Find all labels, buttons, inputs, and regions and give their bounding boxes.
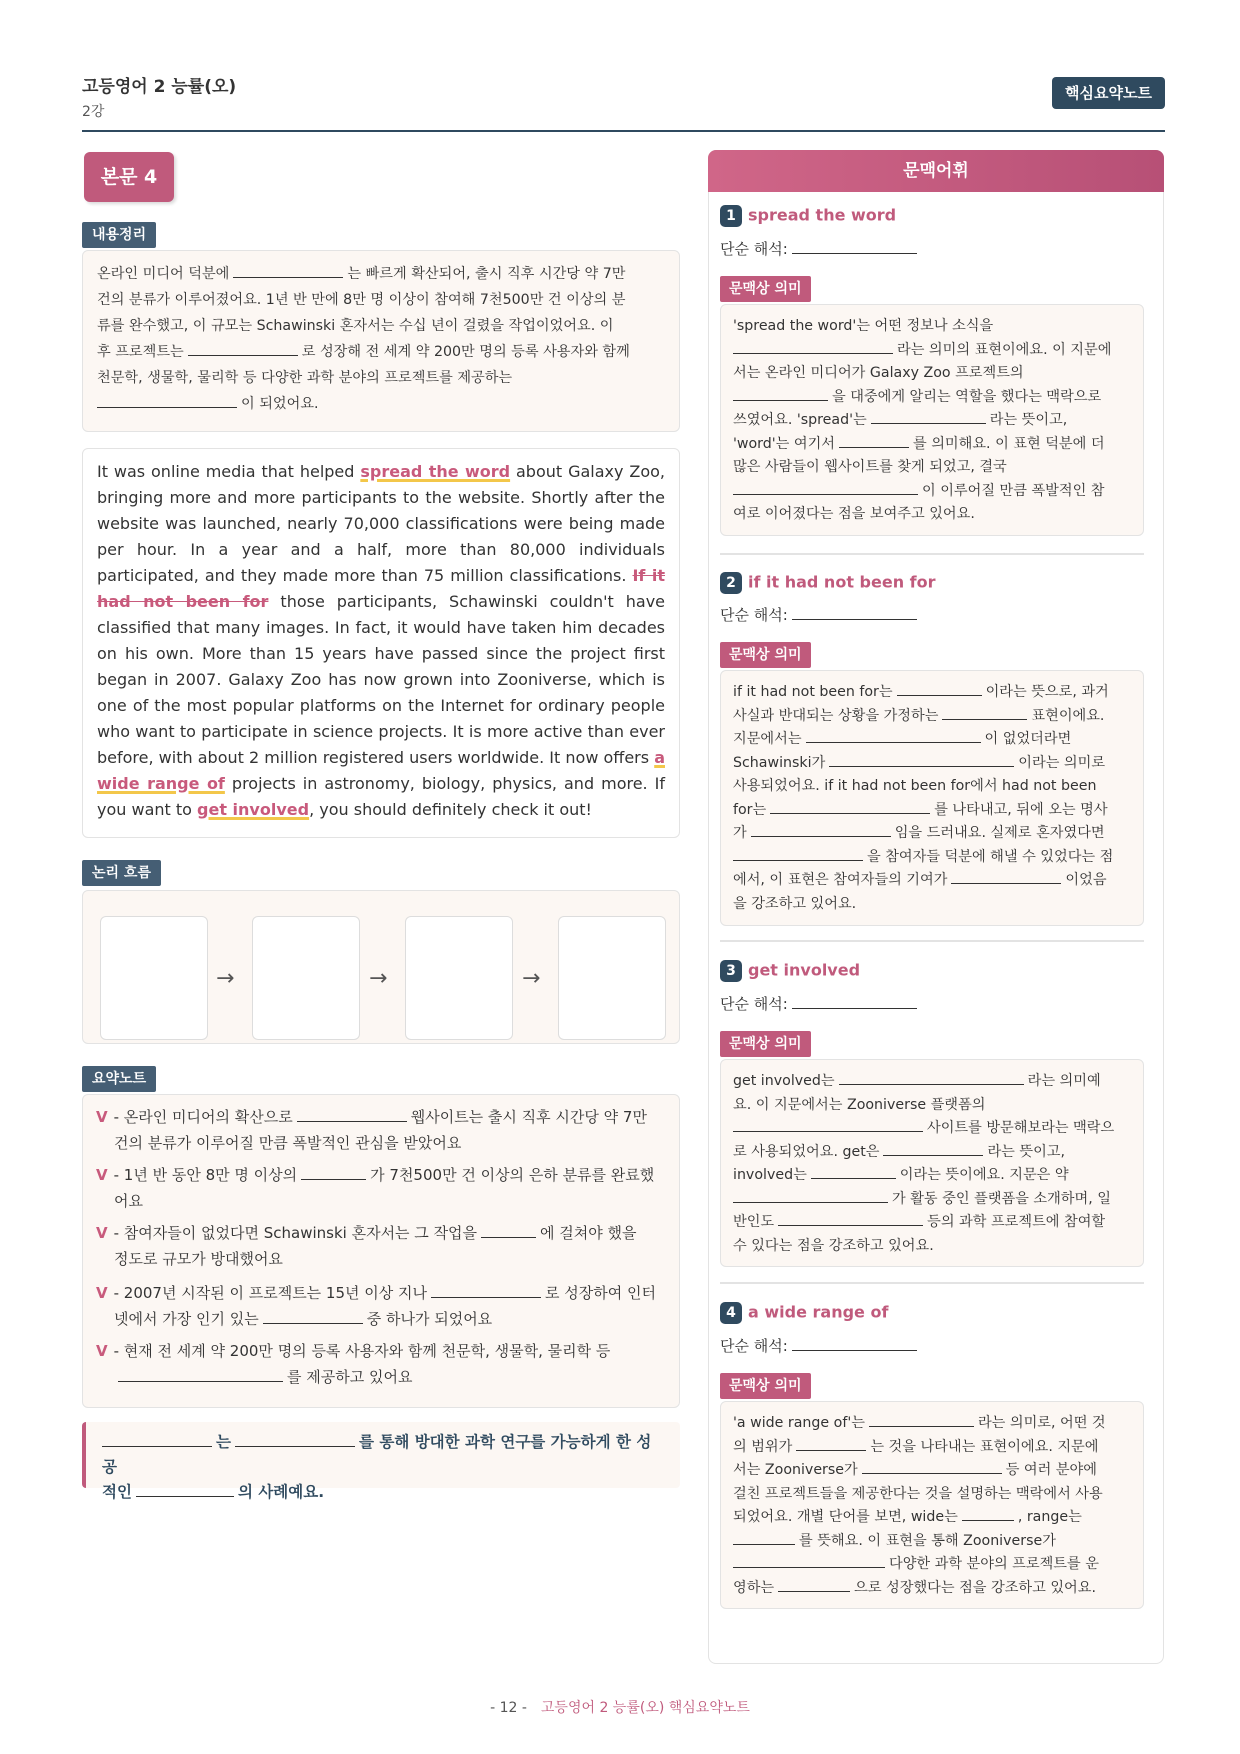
blank[interactable] [136,1481,234,1497]
blank[interactable] [297,1106,407,1122]
blank[interactable] [733,1530,795,1545]
context-meaning-box: if it had not been for는 이라는 뜻으로, 과거 사실과 반대되는 상황을 가정하는 표현이에요. 지문에서는 이 없었더라면 Schawinski가 이라는 의미로 사용되었어요. if it had not been for에서 had not been for는 를 나타내고, 뒤에 오는 명사 가 임을 드러내요. 실제로 혼자였다면 을 참여자들 덕분에 해낼 수 있었다는 점 에서, 이 표현은 참여자들의 기여가 이었음 을 강조하고 있어요. [720,670,1144,926]
summary-box [82,250,680,432]
context-meaning-tag: 문맥상 의미 [720,276,811,302]
blank[interactable] [883,1141,983,1156]
flow-step-box[interactable] [405,916,513,1040]
header-divider [82,130,1165,132]
highlight-phrase: get involved [197,800,310,819]
blank[interactable] [233,263,343,278]
passage-text: It was online media that helped spread the word about Galaxy Zoo, bringing more and more participants to the website. Shortly after the website was launched, nearly 70,000 classifications were being made per hour. In a year and a half, more than 80,000 individuals participated, and they made more than 75 million classifications. If it had not been for those participants, Schawinski couldn't have classified that many images. In fact, it would have taken him decades on his own. More than 15 years have passed since the project first began in 2007. Galaxy Zoo has now grown into Zooniverse, which is one of the most popular platforms on the Internet for ordinary people who want to participate in science projects. It is more active than ever before, with about 2 million registered users worldwide. It now offers a wide range of projects in astronomy, biology, physics, and more. If you want to get involved, you should definitely check it out! [97,462,666,819]
blank[interactable] [792,604,917,620]
context-meaning-box: get involved는 라는 의미예 요. 이 지문에서는 Zooniverse 플랫폼의 사이트를 방문해보라는 맥락으 로 사용되었어요. get은 라는 뜻이고, involved는 이라는 뜻이에요. 지문은 약 가 활동 중인 플랫폼을 소개하며, 일 반인도 등의 과학 프로젝트에 참여할 수 있다는 점을 강조하고 있어요. [720,1059,1144,1267]
highlight-phrase: spread the word [360,462,511,481]
flow-step-box[interactable] [558,916,666,1040]
highlight-phrase: If it had not been for [97,566,666,611]
simple-translation: 단순 해석: [720,604,921,625]
context-meaning-box: 'a wide range of'는 라는 의미로, 어떤 것 의 범위가 는 것을 나타내는 표현이에요. 지문에 서는 Zooniverse가 등 여러 분야에 걸친 프로젝트들을 제공한다는 것을 설명하는 맥락에서 사용 되었어요. 개별 단어를 보면, wide는 , range는 를 뜻해요. 이 표현을 통해 Zooniverse가 다양한 과학 분야의 프로젝트를 운 영하는 으로 성장했다는 점을 강조하고 있어요. [720,1401,1144,1609]
blank[interactable] [770,799,930,814]
blank[interactable] [792,1335,917,1351]
vocab-divider [720,940,1144,942]
vocab-panel-title: 문맥어휘 [708,150,1164,192]
passage-box [82,448,680,838]
context-meaning-box: 'spread the word'는 어떤 정보나 소식을 라는 의미의 표현이에요. 이 지문에 서는 온라인 미디어가 Galaxy Zoo 프로젝트의 을 대중에게 알리는 역할을 했다는 맥락으로 쓰였어요. 'spread'는 라는 뜻이고, 'word'는 여기서 를 의미해요. 이 표현 덕분에 더 많은 사람들이 웹사이트를 찾게 되었고, 결국 이 이루어질 만큼 폭발적인 참 여로 이어졌다는 점을 보여주고 있어요. [720,304,1144,536]
blank[interactable] [733,1117,923,1132]
blank[interactable] [188,341,298,356]
summary-text: 온라인 미디어 덕분에 는 빠르게 확산되어, 출시 직후 시간당 약 7만 건의 분류가 이루어졌어요. 1년 반 만에 8만 명 이상이 참여해 7천500만 건 이상의 분 류를 완수했고, 이 규모는 Schawinski 혼자서는 수십 년이 걸렸을 작업이었어요. 이 후 프로젝트는 로 성장해 전 세계 약 200만 명의 등록 사용자와 함께 천문학, 생물학, 물리학 등 다양한 과학 분야의 프로젝트를 제공하는 이 되었어요. [97,261,665,417]
blank[interactable] [942,705,1027,720]
note-type-badge: 핵심요약노트 [1052,77,1165,109]
blank[interactable] [897,681,982,696]
blank[interactable] [811,1164,896,1179]
page-number: - 12 - [490,1700,527,1716]
blank[interactable] [871,409,986,424]
blank[interactable] [839,1070,1024,1085]
vocab-divider [720,1282,1144,1284]
blank[interactable] [733,1553,885,1568]
vocab-item-2-title: 2 if it had not been for [720,572,936,594]
blank[interactable] [829,752,1014,767]
blank[interactable] [733,339,893,354]
page-footer [0,1697,1240,1717]
blank[interactable] [301,1164,366,1180]
section-tab: 본문 4 [84,152,174,202]
blank[interactable] [792,993,917,1009]
blank[interactable] [806,728,981,743]
blank[interactable] [102,1431,212,1447]
logic-flow-label: 논리 흐름 [82,860,161,886]
blank[interactable] [733,480,918,495]
note-item: V - 참여자들이 없었다면 Schawinski 혼자서는 그 작업을 에 걸쳐야 했을 정도로 규모가 방대했어요 [96,1224,637,1268]
blank[interactable] [733,1188,888,1203]
blank[interactable] [263,1308,363,1324]
blank[interactable] [97,393,237,408]
footer-title: 고등영어 2 능률(오) 핵심요약노트 [540,1700,750,1716]
note-item: V - 온라인 미디어의 확산으로 웹사이트는 출시 직후 시간당 약 7만 건의 분류가 이루어질 만큼 폭발적인 관심을 받았어요 [96,1108,647,1152]
context-meaning-tag: 문맥상 의미 [720,1373,811,1399]
flow-step-box[interactable] [252,916,360,1040]
arrow-icon: → [216,966,235,991]
blank[interactable] [796,1436,866,1451]
blank[interactable] [751,822,891,837]
notes-label: 요약노트 [82,1066,156,1092]
blank[interactable] [733,386,828,401]
note-item: V - 현재 전 세계 약 200만 명의 등록 사용자와 함께 천문학, 생물학, 물리학 등 를 제공하고 있어요 [96,1342,611,1386]
context-meaning-tag: 문맥상 의미 [720,642,811,668]
simple-translation: 단순 해석: [720,1335,921,1356]
blank[interactable] [951,869,1061,884]
note-item: V - 2007년 시작된 이 프로젝트는 15년 이상 지나 로 성장하여 인터 넷에서 가장 인기 있는 중 하나가 되었어요 [96,1284,656,1328]
lesson-number: 2강 [82,104,105,120]
arrow-icon: → [522,966,541,991]
blank[interactable] [431,1282,541,1298]
blank[interactable] [118,1366,283,1382]
blank[interactable] [792,238,917,254]
vocab-item-1-title: 1 spread the word [720,205,896,227]
blank[interactable] [962,1506,1014,1521]
blank[interactable] [839,433,909,448]
blank[interactable] [869,1412,974,1427]
blank[interactable] [235,1431,355,1447]
blank[interactable] [778,1577,850,1592]
context-meaning-tag: 문맥상 의미 [720,1031,811,1057]
blank[interactable] [778,1211,923,1226]
blank[interactable] [733,846,863,861]
blank[interactable] [481,1222,536,1238]
simple-translation: 단순 해석: [720,993,921,1014]
summary-label: 내용정리 [82,222,156,248]
flow-step-box[interactable] [100,916,208,1040]
conclusion-box: 는 를 통해 방대한 과학 연구를 가능하게 한 성공 적인 의 사례예요. [82,1422,680,1488]
simple-translation: 단순 해석: [720,238,921,259]
blank[interactable] [862,1459,1002,1474]
vocab-item-3-title: 3 get involved [720,960,860,982]
note-item: V - 1년 반 동안 8만 명 이상의 가 7천500만 건 이상의 은하 분류를 완료했 어요 [96,1166,655,1210]
highlight-phrase: a wide range of [97,748,665,793]
arrow-icon: → [369,966,388,991]
vocab-item-4-title: 4 a wide range of [720,1302,888,1324]
vocab-divider [720,553,1144,555]
book-title: 고등영어 2 능률(오) [82,77,237,97]
